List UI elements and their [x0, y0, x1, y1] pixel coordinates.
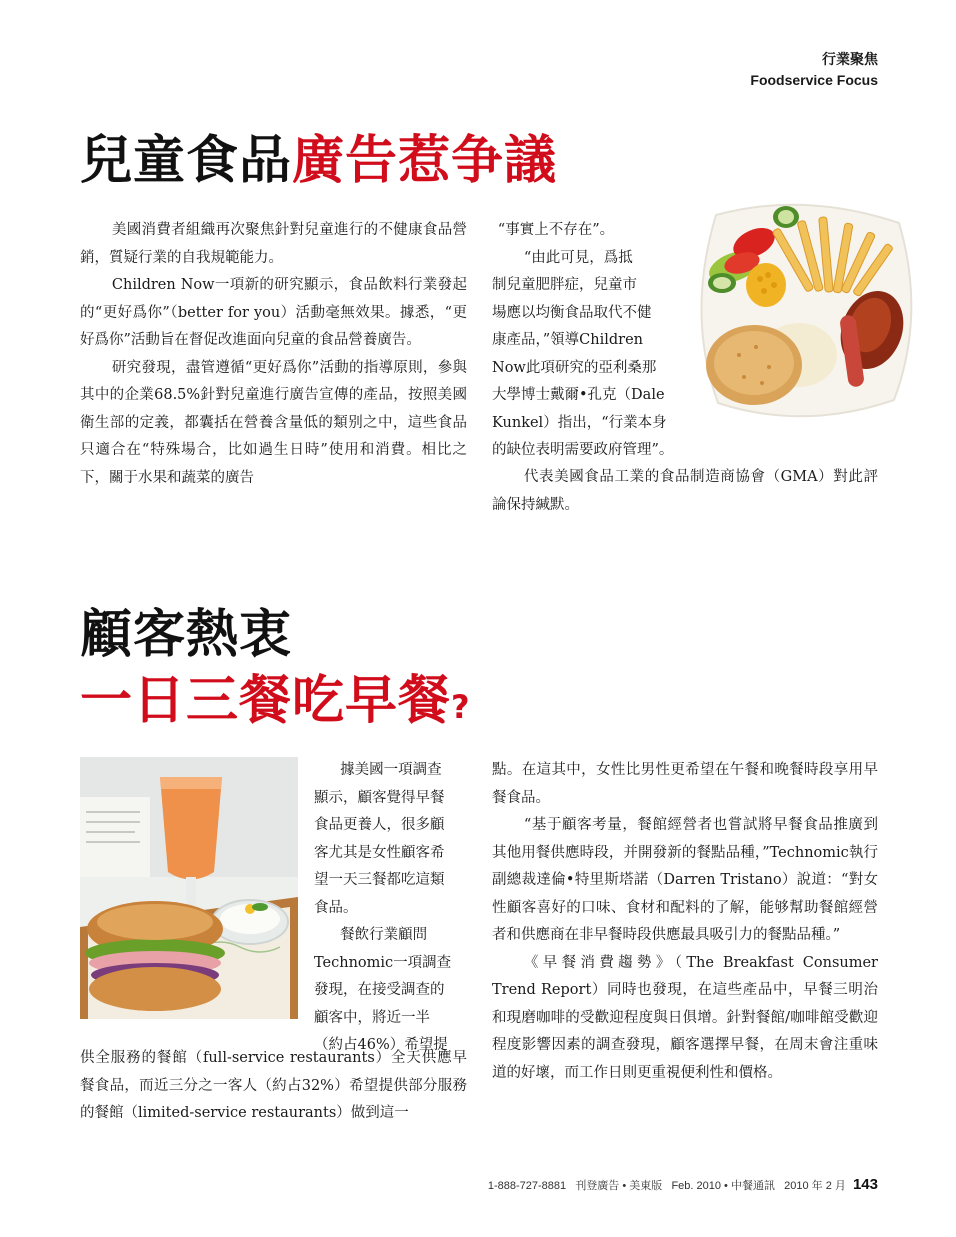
section-title-en: Foodservice Focus [750, 72, 878, 88]
article2-title-line2 [80, 670, 471, 738]
article2-title-black: 顧客熱衷 [80, 605, 293, 665]
text-line: 場應以均衡食品取代不健 [492, 304, 652, 321]
article1-col2-wrap [492, 217, 692, 465]
footer-issue: Feb. 2010 • 中餐通訊 [671, 1180, 775, 1192]
article1-title [80, 130, 557, 192]
paragraph: 美國消費者組織再次聚焦針對兒童進行的不健康食品營銷，質疑行業的自我規範能力。 [80, 222, 467, 266]
text-line: 餐飲行業顧問 [340, 927, 428, 943]
paragraph: 代表美國食品工業的食品制造商協會（GMA）對此評論保持緘默。 [492, 469, 878, 513]
text-line: （約占46%）希望提 [314, 1037, 448, 1053]
article1-title-black: 兒童食品 [80, 131, 293, 191]
article2-col2 [492, 757, 878, 1087]
footer-ad-label: 刊登廣告 • 美東版 [575, 1180, 663, 1192]
text-line: “事實上不存在”。 [497, 222, 615, 238]
text-line: 顧客中，將近一半 [314, 1009, 430, 1026]
text-line: Technomic一項調查 [314, 954, 452, 971]
section-header [750, 50, 878, 90]
text-line: Kunkel）指出，“行業本身 [492, 414, 667, 431]
text-line: 發現，在接受調查的 [314, 982, 445, 998]
footer-date: 2010 年 2 月 [784, 1180, 846, 1192]
breakfast-photo [80, 757, 298, 1019]
text-line: 顯示，顧客覺得早餐 [314, 789, 445, 806]
paragraph: 研究發現，盡管遵循“更好爲你”活動的指導原則，參與其中的企業68.5%針對兒童進行廣告宣傳的產品，按照美國衛生部的定義，都囊括在營養含量低的類别之中，這些食品只適合在“特殊場合，比如過生日時”使用和消費。相比之下，關于水果和蔬菜的廣告 [80, 359, 467, 486]
text-line: 制兒童肥胖症，兒童市 [492, 277, 637, 293]
paragraph: Children Now一項新的研究顯示，食品飲料行業發起的“更好爲你”（better for you）活動毫無效果。據悉，“更好爲你”活動旨在督促改進面向兒童的食品營養廣告。 [80, 277, 467, 348]
article2-col1-tail [80, 1045, 467, 1128]
text-line: 食品。 [314, 899, 358, 916]
paragraph: 《早餐消費趨勢》（The Breakfast Consumer Trend Report）同時也發現，在這些產品中，早餐三明治和現磨咖啡的受歡迎程度與日俱增。針對餐館/咖啡館受歡迎程度影響因素的調查發現，顧客選擇早餐，在周末會注重味道的好壞，而工作日則更重視便利性和價格。 [492, 954, 878, 1081]
text-line: 望一天三餐都吃這類 [314, 872, 445, 888]
page-footer [488, 1176, 878, 1193]
text-line: “由此可見，爲抵 [523, 249, 633, 266]
text-line: 康產品，”領導Children [492, 332, 644, 348]
article1-title-red: 廣告惹争議 [292, 131, 558, 191]
text-line: 據美國一項調查 [340, 762, 442, 778]
food-plate-photo [694, 195, 916, 423]
page-number: 143 [852, 1176, 878, 1193]
text-line: 大學博士戴爾•孔克（Dale [492, 387, 665, 403]
article1-col1 [80, 217, 467, 492]
article1-col2-tail [492, 464, 878, 519]
paragraph: 點。在這其中，女性比男性更希望在午餐和晚餐時段享用早餐食品。 [492, 762, 878, 806]
footer-phone: 1-888-727-8881 [487, 1180, 567, 1192]
article2-title-red: 一日三餐吃早餐 [80, 671, 452, 731]
paragraph: “基于顧客考量，餐館經營者也嘗試將早餐食品推廣到其他用餐供應時段，并開發新的餐點品種，”Technomic執行副總裁達倫•特里斯塔諾（Darren Tristano）說道：“對女性顧客喜好的口味、食材和配料的了解，能够幫助餐館經營者和供應商在非早餐時段供應最具吸引力的餐點品種。” [492, 817, 878, 943]
text-line: 食品更養人，很多顧 [314, 817, 445, 833]
article2-title-question: ? [451, 688, 471, 726]
article2-title-line1 [80, 604, 292, 666]
text-line: 的缺位表明需要政府管理”。 [492, 442, 674, 458]
paragraph: 供全服務的餐館（full-service restaurants）全天供應早餐食品，而近三分之一客人（約占32%）希望提供部分服務的餐館（limited-service restaurants）做到這一 [80, 1050, 467, 1121]
article2-col1-wrap [314, 757, 466, 1060]
section-title-zh: 行業聚焦 [822, 52, 878, 68]
text-line: Now此項研究的亞利桑那 [492, 359, 657, 376]
text-line: 客尤其是女性顧客希 [314, 844, 445, 861]
